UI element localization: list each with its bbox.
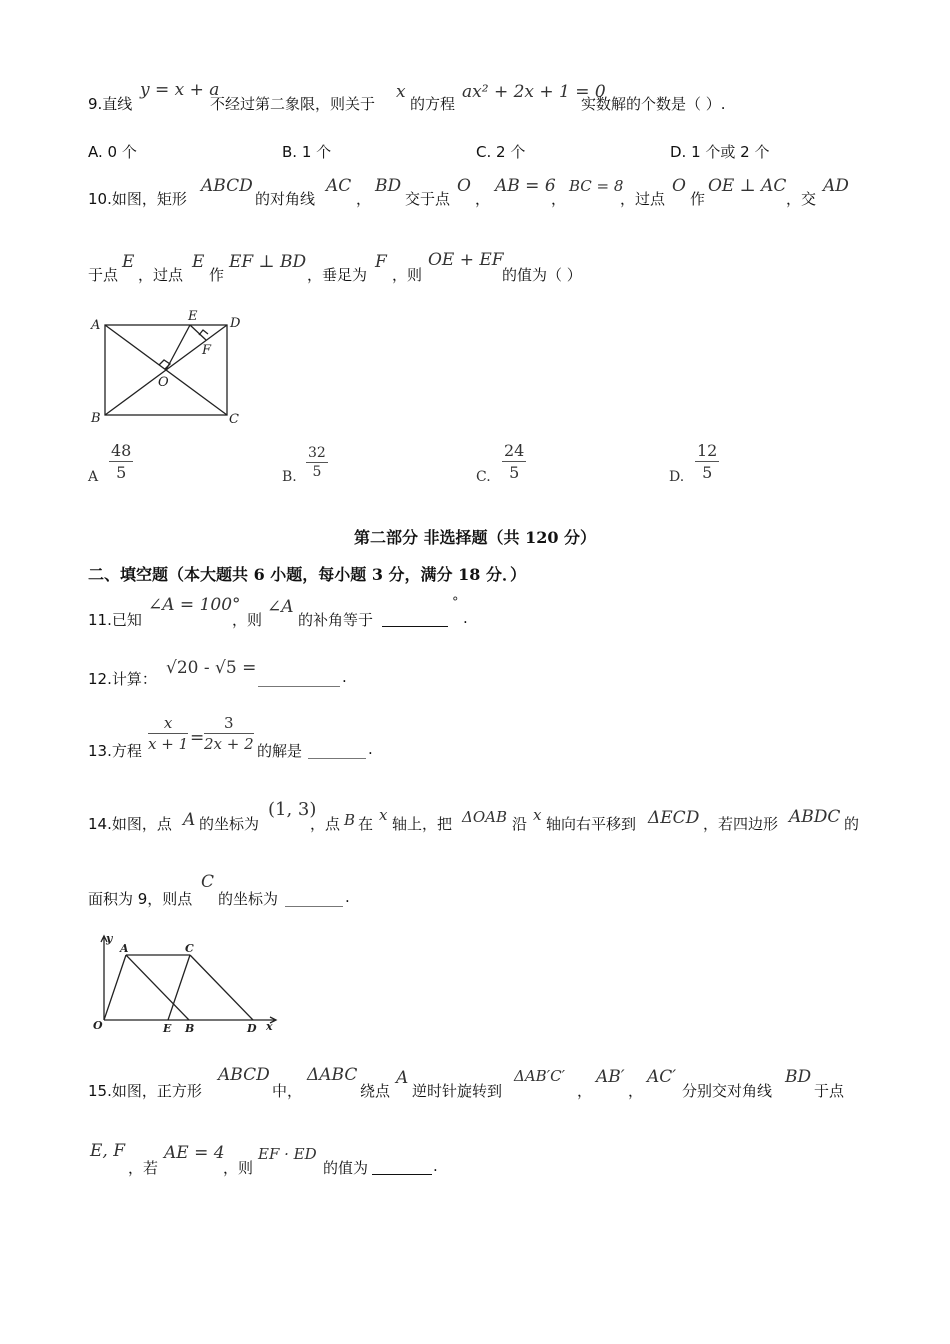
q10-comma-2: ， bbox=[475, 190, 491, 208]
figure-label-o: O bbox=[93, 1019, 103, 1032]
q10-comma-1: ， bbox=[356, 190, 372, 208]
q14-point-b: B bbox=[344, 811, 356, 829]
q10-point-o: O bbox=[457, 176, 471, 196]
figure-label-e: E bbox=[163, 1022, 172, 1035]
q15-text-4: 分别交对角线 bbox=[682, 1082, 773, 1100]
q13-number: 13.方程 bbox=[88, 742, 142, 760]
q12-number: 12.计算： bbox=[88, 670, 157, 688]
q9-option-b: B. 1 个 bbox=[282, 143, 332, 161]
q10-line2-text-f: 的值为（ ） bbox=[502, 266, 582, 284]
q10-line2-text-b: ，过点 bbox=[138, 266, 184, 284]
q9-text-2: 的方程 bbox=[410, 95, 456, 113]
q10-sum-oe-ef: OE + EF bbox=[428, 250, 504, 270]
q10-line2-text-a: 于点 bbox=[88, 266, 119, 284]
q10-line2-text-d: ，垂足为 bbox=[307, 266, 368, 284]
q9-variable-x: x bbox=[396, 82, 406, 102]
q14-point-a: A bbox=[183, 810, 196, 830]
figure-label-a: A bbox=[120, 942, 129, 955]
q10-option-c-label: C. bbox=[476, 469, 491, 485]
q14-text-1: 的坐标为 bbox=[199, 815, 260, 833]
q10-option-a-label: A bbox=[88, 469, 99, 485]
q9-number: 9.直线 bbox=[88, 95, 133, 113]
q14-text-8: 的 bbox=[844, 815, 860, 833]
q11-period: . bbox=[463, 609, 468, 627]
figure-label-b: B bbox=[91, 411, 101, 426]
q10-number: 10.如图，矩形 bbox=[88, 190, 187, 208]
q14-text-4: 轴上，把 bbox=[392, 815, 453, 833]
figure-label-o: O bbox=[158, 375, 169, 390]
q10-option-b-label: B. bbox=[282, 469, 297, 485]
q10-comma-3: ， bbox=[551, 190, 567, 208]
figure-label-e: E bbox=[188, 309, 198, 324]
q14-text-6: 轴向右平移到 bbox=[546, 815, 637, 833]
q13-right-numerator: 3 bbox=[204, 714, 254, 734]
q15-ab-prime: AB′ bbox=[596, 1067, 625, 1087]
q15-line2-text-c: 的值为 bbox=[323, 1159, 369, 1177]
q10-line2-text-e: ，则 bbox=[392, 266, 423, 284]
q10-abcd: ABCD bbox=[201, 176, 253, 196]
q11-degree-sign: ° bbox=[452, 595, 459, 610]
q10-text-4: 作 bbox=[690, 190, 706, 208]
figure-label-f: F bbox=[202, 343, 212, 358]
q14-triangle-oab: ΔOAB bbox=[462, 808, 507, 826]
figure-label-a: A bbox=[91, 318, 101, 333]
q9-option-a: A. 0 个 bbox=[88, 143, 137, 161]
q15-text-5: 于点 bbox=[814, 1082, 845, 1100]
figure-label-b: B bbox=[185, 1022, 195, 1035]
q15-triangle-abc: ΔABC bbox=[307, 1065, 358, 1085]
q10-option-d-fraction bbox=[695, 441, 719, 482]
q14-quadrilateral-abdc: ABDC bbox=[789, 807, 841, 827]
q10-ab-value: AB = 6 bbox=[495, 176, 556, 196]
section-2-title: 二、填空题（本大题共 6 小题，每小题 3 分，满分 18 分．） bbox=[88, 565, 526, 584]
figure-label-d: D bbox=[247, 1022, 257, 1035]
q10-ad: AD bbox=[823, 176, 849, 196]
q10-rectangle-figure bbox=[86, 305, 256, 430]
q13-left-denominator: x + 1 bbox=[148, 735, 189, 753]
q11-angle-equation: ∠A = 100° bbox=[148, 595, 241, 615]
q11-answer-blank bbox=[382, 610, 448, 627]
q9-quadratic-equation: ax² + 2x + 1 = 0 bbox=[462, 82, 606, 102]
q14-number: 14.如图，点 bbox=[88, 815, 172, 833]
q12-answer-blank bbox=[258, 670, 340, 687]
q14-line2-text-a: 面积为 9，则点 bbox=[88, 890, 193, 908]
q13-left-numerator: x bbox=[148, 714, 188, 734]
q13-right-denominator: 2x + 2 bbox=[204, 735, 254, 753]
q12-expression: √20 - √5 = bbox=[166, 658, 257, 678]
figure-label-c: C bbox=[185, 942, 194, 955]
q14-x-1: x bbox=[379, 806, 388, 824]
part-2-title: 第二部分 非选择题（共 120 分） bbox=[353, 528, 597, 547]
q15-comma-1: ， bbox=[577, 1082, 593, 1100]
q10-option-d-numerator: 12 bbox=[697, 441, 718, 460]
q14-text-7: ，若四边形 bbox=[703, 815, 779, 833]
q10-ef-perp-bd: EF ⊥ BD bbox=[229, 252, 307, 272]
q10-point-f: F bbox=[375, 252, 387, 272]
q15-triangle-abc-prime: ΔAB′C′ bbox=[514, 1067, 565, 1085]
q15-square-abcd: ABCD bbox=[218, 1065, 270, 1085]
q9-text-1: 不经过第二象限，则关于 bbox=[210, 95, 376, 113]
q9-line-equation: y = x + a bbox=[140, 80, 220, 100]
q12-period: . bbox=[342, 668, 347, 686]
q14-point-c: C bbox=[201, 872, 215, 892]
q10-text-1: 的对角线 bbox=[255, 190, 316, 208]
q9-text-3: 实数解的个数是（ ）. bbox=[581, 95, 726, 113]
q14-text-5: 沿 bbox=[512, 815, 528, 833]
figure-label-x: x bbox=[266, 1020, 273, 1033]
q15-bd: BD bbox=[785, 1067, 812, 1087]
q15-product-ef-ed: EF · ED bbox=[258, 1145, 317, 1163]
q15-answer-blank bbox=[372, 1158, 432, 1175]
q14-coordinate-figure bbox=[86, 928, 282, 1038]
q13-period: . bbox=[368, 740, 373, 758]
q10-bd: BD bbox=[375, 176, 402, 196]
q15-text-2: 绕点 bbox=[360, 1082, 391, 1100]
q14-answer-blank bbox=[285, 890, 343, 907]
q15-text-1: 中， bbox=[272, 1082, 303, 1100]
q15-text-3: 逆时针旋转到 bbox=[412, 1082, 503, 1100]
q10-option-b-fraction bbox=[306, 445, 328, 480]
q10-point-e: E bbox=[122, 252, 135, 272]
q15-points-e-f: E, F bbox=[90, 1141, 126, 1161]
q14-x-2: x bbox=[533, 806, 542, 824]
q10-option-c-denominator: 5 bbox=[509, 463, 520, 482]
q13-equals-sign: = bbox=[190, 728, 205, 748]
q10-oe-perp-ac: OE ⊥ AC bbox=[708, 176, 787, 196]
q14-triangle-ecd: ΔECD bbox=[648, 808, 700, 828]
q10-option-b-numerator: 32 bbox=[308, 445, 326, 461]
q14-coordinate: (1, 3) bbox=[268, 799, 317, 820]
q11-angle-a: ∠A bbox=[267, 597, 294, 617]
q15-ac-prime: AC′ bbox=[647, 1067, 677, 1087]
q10-option-a-fraction bbox=[109, 441, 133, 482]
q15-number: 15.如图，正方形 bbox=[88, 1082, 202, 1100]
q10-point-o-2: O bbox=[672, 176, 686, 196]
q10-option-d-denominator: 5 bbox=[702, 463, 713, 482]
q9-option-d: D. 1 个或 2 个 bbox=[670, 143, 770, 161]
q10-text-3: ，过点 bbox=[620, 190, 666, 208]
q13-text: 的解是 bbox=[257, 742, 303, 760]
q15-point-a: A bbox=[396, 1068, 409, 1088]
q14-period: . bbox=[345, 888, 350, 906]
figure-label-c: C bbox=[229, 412, 239, 427]
q10-bc-value: BC = 8 bbox=[569, 177, 624, 195]
q11-number: 11.已知 bbox=[88, 611, 142, 629]
q15-line2-text-b: ，则 bbox=[223, 1159, 254, 1177]
q10-option-c-numerator: 24 bbox=[504, 441, 525, 460]
q10-line2-text-c: 作 bbox=[209, 266, 225, 284]
q14-line2-text-b: 的坐标为 bbox=[218, 890, 279, 908]
q10-option-c-fraction bbox=[502, 441, 526, 482]
q10-option-a-numerator: 48 bbox=[111, 441, 132, 460]
q10-ac: AC bbox=[326, 176, 352, 196]
q10-option-a-denominator: 5 bbox=[116, 463, 127, 482]
q15-comma-2: ， bbox=[628, 1082, 644, 1100]
figure-label-d: D bbox=[230, 316, 241, 331]
q11-text-2: 的补角等于 bbox=[298, 611, 374, 629]
q15-period: . bbox=[433, 1157, 438, 1175]
q15-ae-value: AE = 4 bbox=[164, 1143, 225, 1163]
q9-option-c: C. 2 个 bbox=[476, 143, 526, 161]
q10-point-e-2: E bbox=[192, 252, 205, 272]
q13-answer-blank bbox=[308, 742, 366, 759]
q14-text-2: ，点 bbox=[310, 815, 341, 833]
q13-left-fraction bbox=[148, 714, 188, 753]
q15-line2-text-a: ，若 bbox=[128, 1159, 159, 1177]
q14-text-3: 在 bbox=[358, 815, 374, 833]
q11-text-1: ，则 bbox=[232, 611, 263, 629]
q13-right-fraction bbox=[204, 714, 254, 753]
q10-option-b-denominator: 5 bbox=[312, 464, 322, 480]
figure-label-y: y bbox=[106, 932, 113, 945]
q10-option-d-label: D. bbox=[669, 469, 685, 485]
q10-text-2: 交于点 bbox=[405, 190, 451, 208]
q10-text-5: ，交 bbox=[786, 190, 817, 208]
